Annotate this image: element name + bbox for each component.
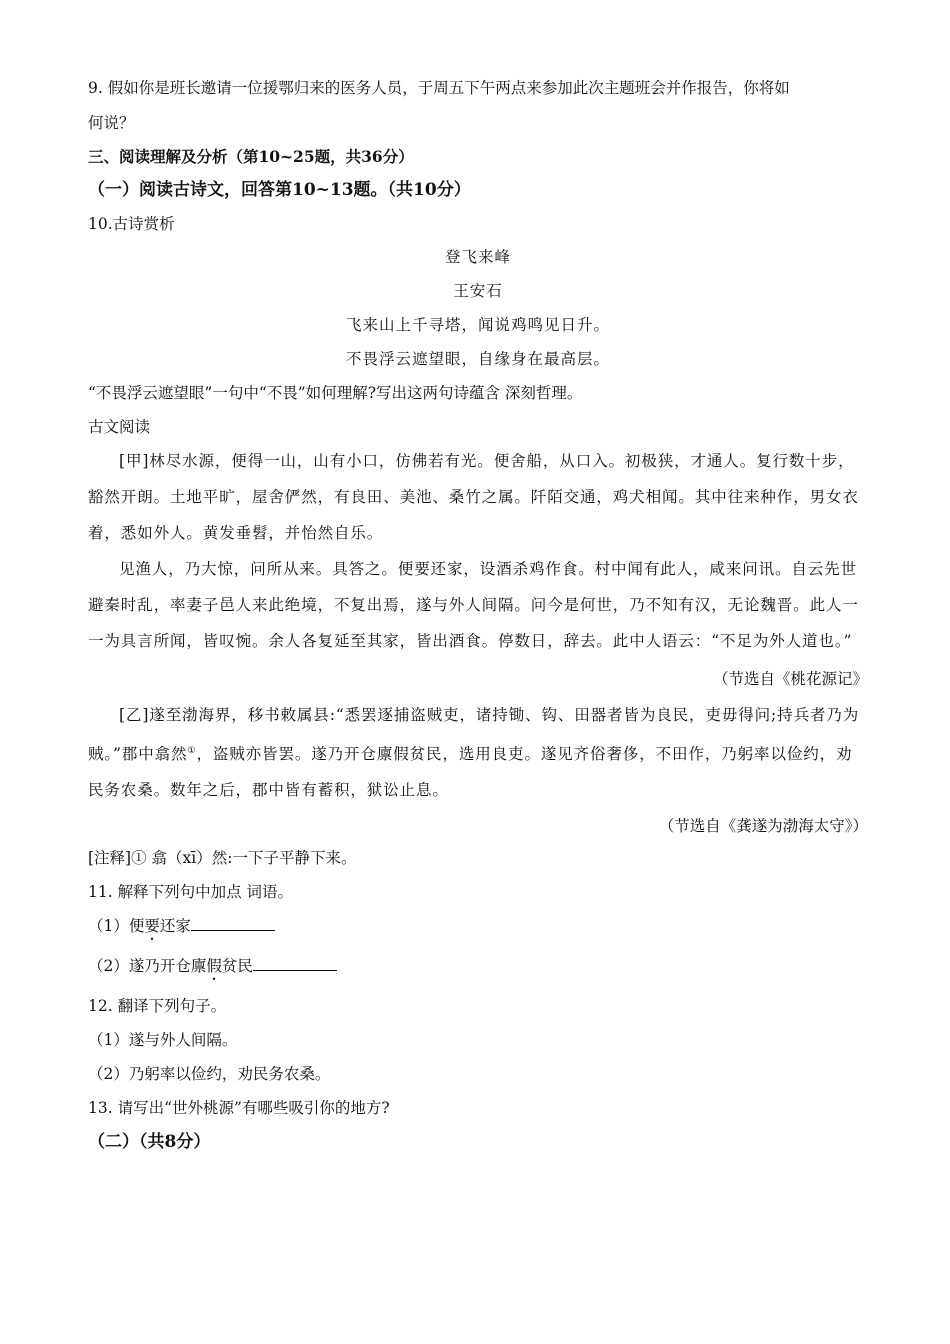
- section3-title: 三、阅读理解及分析（第10~25题，共36分）: [88, 147, 414, 166]
- part1-title: （一）阅读古诗文，回答第10~13题。（共10分）: [88, 180, 471, 200]
- jia-paragraph-2: 见渔人，乃大惊，问所从来。具答之。便要还家，设酒杀鸡作食。村中闻有此人，咸来问讯。自云先世避秦时乱，率妻子邑人来此绝境，不复出焉，遂与外人间隔。问今是何世，乃不知有汉，无论魏晋。此人一一为具言所闻，皆叹惋。余人各复延至其家，皆出酒食。停数日，辞去。此中人语云：“不足为外人道也。”: [88, 560, 859, 650]
- yi-source: （节选自《龚遂为渤海太守》）: [658, 817, 868, 836]
- q11-item-1-prefix: （1）便: [88, 917, 145, 936]
- poem-line-2: 不畏浮云遮望眼，自缘身在最高层。: [345, 350, 610, 368]
- q11-item-2-prefix: （2）遂乃开仓廪: [88, 957, 207, 976]
- q11-item-1-suffix: 还家: [159, 917, 191, 936]
- poem-title: 登飞来峰: [444, 248, 511, 266]
- annotation: [注释]① 翕（xī）然:一下子平静下来。: [88, 849, 357, 868]
- yi-text-b: ，盗贼亦皆罢。遂乃开仓廪假贫民，选用良吏。遂见齐俗奢侈，不田作，乃躬率以俭约，劝民务农桑。数年之后，郡中皆有蓄积，狱讼止息。: [88, 745, 853, 800]
- yi-paragraph: [88, 697, 868, 808]
- q9-line1: 9. 假如你是班长邀请一位援鄂归来的医务人员，于周五下午两点来参加此次主题班会并作报告，你将如: [88, 79, 790, 97]
- q11-item-2: [88, 954, 868, 984]
- q11-item-1-dotted: 要: [144, 917, 160, 936]
- poem-author: 王安石: [453, 282, 503, 300]
- q11-answer-blank-2[interactable]: [253, 954, 337, 971]
- q10-label: 10.古诗赏析: [88, 215, 175, 233]
- jia-source: （节选自《桃花源记》: [712, 670, 868, 688]
- jia-paragraph-1: [甲]林尽水源，便得一山，山有小口，仿佛若有光。便舍船，从口入。初极狭，才通人。复行数十步，豁然开朗。土地平旷，屋舍俨然，有良田、美池、桑竹之属。阡陌交通，鸡犬相闻。其中往来种作，男女衣着，悉如外人。黄发垂髫，并怡然自乐。: [88, 452, 859, 542]
- q13-label: 13. 请写出“世外桃源”有哪些吸引你的地方?: [88, 1099, 390, 1118]
- q12-label: 12. 翻译下列句子。: [88, 997, 227, 1016]
- document-page: [88, 72, 868, 1154]
- yi-note-mark: ①: [187, 746, 197, 756]
- q11-item-2-suffix: 贫民: [221, 957, 253, 976]
- q11-label: 11. 解释下列句中加点 词语。: [88, 883, 294, 902]
- yi-text-a: [乙]遂至渤海界，移书敕属县:“悉罢逐捕盗贼吏，诸持锄、钩、田器者皆为良民，吏毋得问;持兵者乃为贼。”郡中翕然: [88, 706, 860, 764]
- q12-item-1: （1）遂与外人间隔。: [88, 1031, 238, 1050]
- q9-line2: 何说？: [88, 114, 135, 132]
- q11-item-1: [88, 914, 868, 944]
- part2-title: （二）（共8分）: [88, 1132, 211, 1153]
- q11-item-2-dotted: 假: [206, 957, 222, 976]
- poem-line-1: 飞来山上千寻塔，闻说鸡鸣见日升。: [345, 316, 610, 334]
- q10-question: “不畏浮云遮望眼”一句中“不畏”如何理解?写出这两句诗蕴含 深刻哲理。: [88, 384, 583, 402]
- q11-answer-blank-1[interactable]: [191, 914, 275, 931]
- q12-item-2: （2）乃躬率以俭约，劝民务农桑。: [88, 1065, 331, 1084]
- guwen-label: 古文阅读: [88, 418, 151, 436]
